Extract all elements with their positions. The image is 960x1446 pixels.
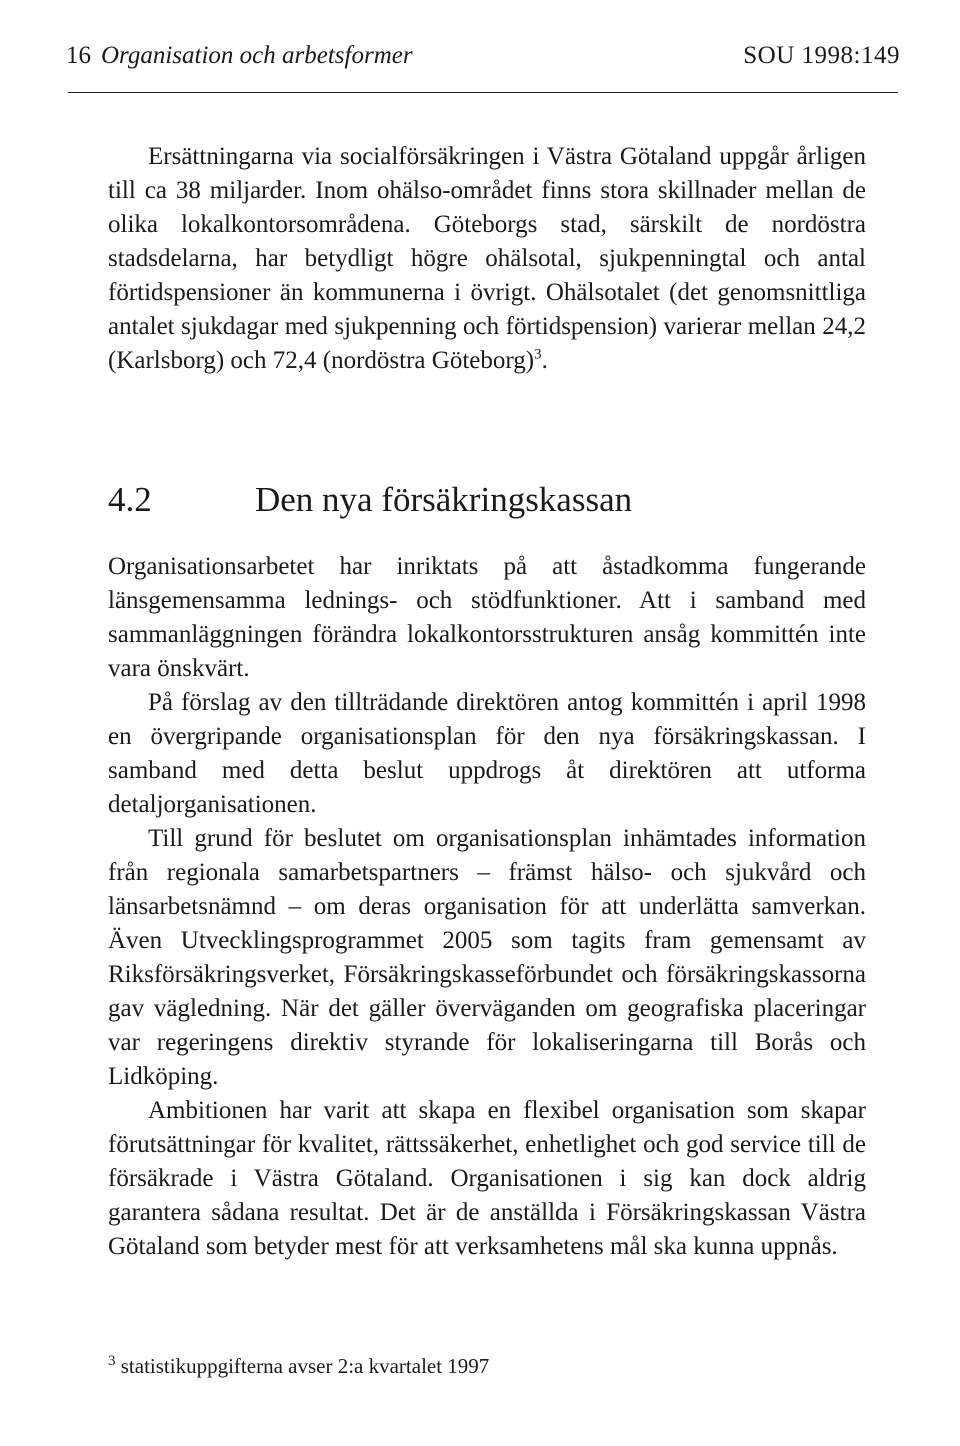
footnote-text: statistikuppgifterna avser 2:a kvartalet 1997 (120, 1354, 490, 1378)
page-number: 16 (66, 42, 91, 69)
document-id: SOU 1998:149 (743, 42, 900, 69)
section-paragraph-3: Till grund för beslutet om organisationsplan inhämtades information från regionala samarbetspartners – främst hälso- och sjukvård och länsarbetsnämnd – om deras organisation för att underlätta samverkan. Även Utvecklingsprogrammet 2005 som tagits fram gemensamt av Riksförsäkringsverket, Försäkringskasseförbundet och försäkringskassorna gav vägledning. När det gäller överväganden om geografiska placeringar var regeringens direktiv styrande för lokaliseringarna till Borås och Lidköping. (108, 825, 866, 1090)
section-body (108, 550, 866, 1264)
footnote-reference: 3 (534, 346, 542, 363)
chapter-title: Organisation och arbetsformer (101, 42, 413, 69)
section-number: 4.2 (108, 480, 152, 519)
intro-text: Ersättningarna via socialförsäkringen i Västra Götaland uppgår årligen till ca 38 miljarder. Inom ohälso-området finns stora skillnader mellan de olika lokalkontorsområdena. Göteborgs stad, särskilt de nordöstra stadsdelarna, har betydligt högre ohälsotal, sjukpenningtal och antal förtidspensioner än kommunerna i övrigt. Ohälsotalet (det genomsnittliga antalet sjukdagar med sjukpenning och förtidspension) varierar mellan 24,2 (Karlsborg) och 72,4 (nordöstra Göteborg) (108, 143, 866, 374)
section-heading (108, 478, 866, 522)
running-header-left (66, 42, 413, 70)
section-title: Den nya försäkringskassan (255, 480, 633, 519)
section-paragraph-2: På förslag av den tillträdande direktören antog kommittén i april 1998 en övergripande organisationsplan för den nya försäkringskassan. I samband med detta beslut uppdrogs åt direktören att utforma detaljorganisationen. (108, 689, 866, 818)
intro-trailing: . (541, 347, 548, 374)
section-paragraph-1: Organisationsarbetet har inriktats på att åstadkomma fungerande länsgemensamma lednings- och stödfunktioner. Att i samband med sammanläggningen förändra lokalkontorsstrukturen ansåg kommittén inte vara önskvärt. (108, 553, 866, 682)
header-rule (68, 92, 898, 93)
footnote (108, 1352, 868, 1380)
section-paragraph-4: Ambitionen har varit att skapa en flexibel organisation som skapar förutsättningar för kvalitet, rättssäkerhet, enhetlighet och god service till de försäkrade i Västra Götaland. Organisationen i sig kan dock aldrig garantera sådana resultat. Det är de anställda i Försäkringskassan Västra Götaland som betyder mest för att verksamhetens mål ska kunna uppnås. (108, 1097, 866, 1260)
running-header (66, 42, 900, 82)
intro-paragraph (108, 140, 866, 378)
footnote-marker: 3 (108, 1353, 116, 1369)
